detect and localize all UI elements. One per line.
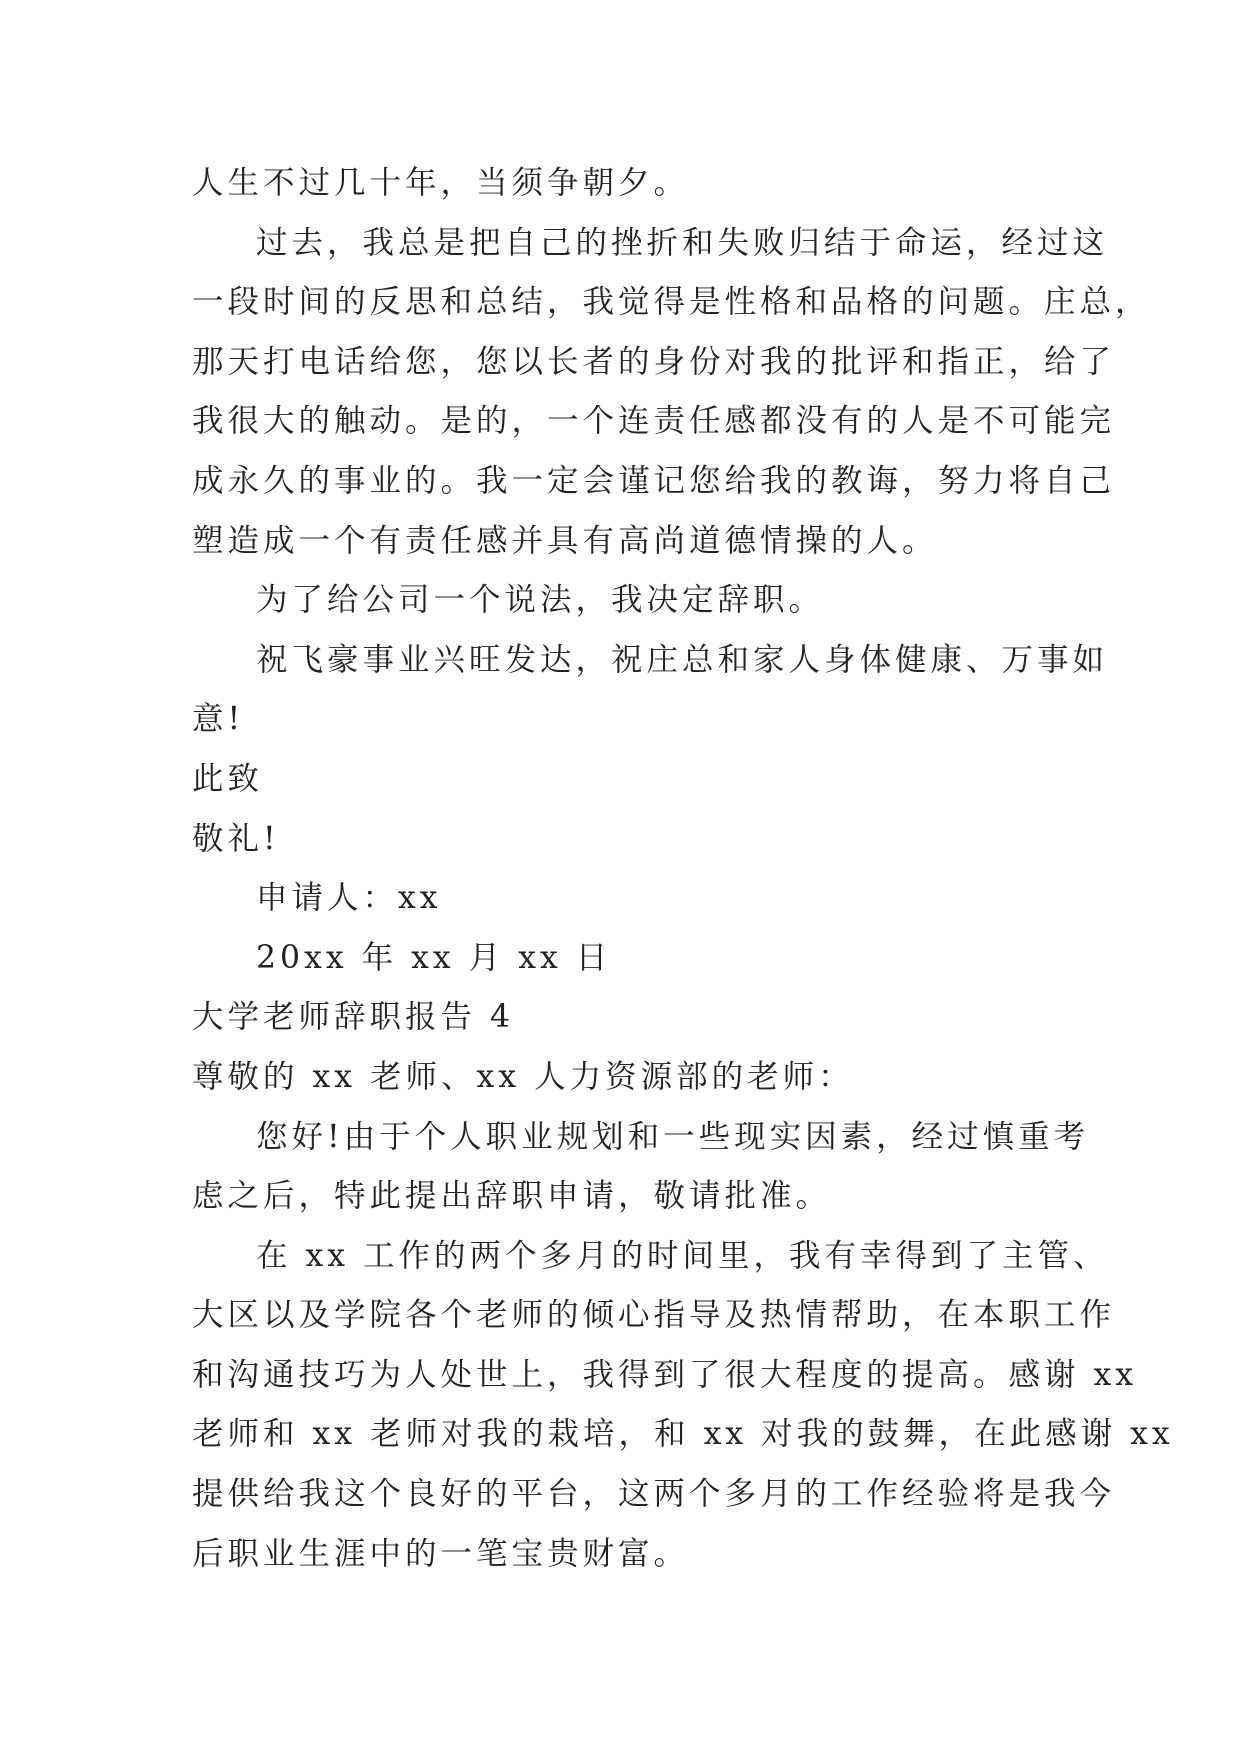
salutation-line: 敬礼! xyxy=(192,820,280,857)
paragraph-first-line: 在 xx 工作的两个多月的时间里，我有幸得到了主管、 xyxy=(256,1237,1109,1274)
section-title: 大学老师辞职报告 4 xyxy=(192,999,515,1036)
date-line: 20xx 年 xx 月 xx 日 xyxy=(256,939,612,976)
paragraph-first-line: 祝飞豪事业兴旺发达，祝庄总和家人身体健康、万事如 xyxy=(256,641,1109,678)
text-line: 我很大的触动。是的，一个连责任感都没有的人是不可能完 xyxy=(192,403,1116,440)
paragraph-line: 为了给公司一个说法，我决定辞职。 xyxy=(256,582,825,619)
paragraph-first-line: 您好!由于个人职业规划和一些现实因素，经过慎重考 xyxy=(256,1118,1090,1155)
text-line: 后职业生涯中的一笔宝贵财富。 xyxy=(192,1535,690,1572)
text-line: 老师和 xx 老师对我的栽培，和 xx 对我的鼓舞，在此感谢 xx xyxy=(192,1416,1174,1453)
text-line: 一段时间的反思和总结，我觉得是性格和品格的问题。庄总， xyxy=(192,284,1151,321)
text-line: 成永久的事业的。我一定会谨记您给我的教诲，努力将自己 xyxy=(192,462,1116,499)
text-line: 大区以及学院各个老师的倾心指导及热情帮助，在本职工作 xyxy=(192,1297,1116,1334)
text-line: 人生不过几十年，当须争朝夕。 xyxy=(192,165,690,201)
text-line: 和沟通技巧为人处世上，我得到了很大程度的提高。感谢 xx xyxy=(192,1356,1138,1393)
text-line: 意! xyxy=(192,701,245,738)
text-line: 塑造成一个有责任感并具有高尚道德情操的人。 xyxy=(192,522,938,559)
text-line: 那天打电话给您，您以长者的身份对我的批评和指正，给了 xyxy=(192,343,1116,380)
document-body xyxy=(192,154,1174,1584)
applicant-line: 申请人：xx xyxy=(256,880,442,917)
paragraph-first-line: 过去，我总是把自己的挫折和失败归结于命运，经过这 xyxy=(256,224,1109,261)
text-line: 虑之后，特此提出辞职申请，敬请批准。 xyxy=(192,1178,832,1215)
closing-line: 此致 xyxy=(192,760,264,797)
greeting-line: 尊敬的 xx 老师、xx 人力资源部的老师： xyxy=(192,1058,854,1095)
text-line: 提供给我这个良好的平台，这两个多月的工作经验将是我今 xyxy=(192,1476,1116,1513)
